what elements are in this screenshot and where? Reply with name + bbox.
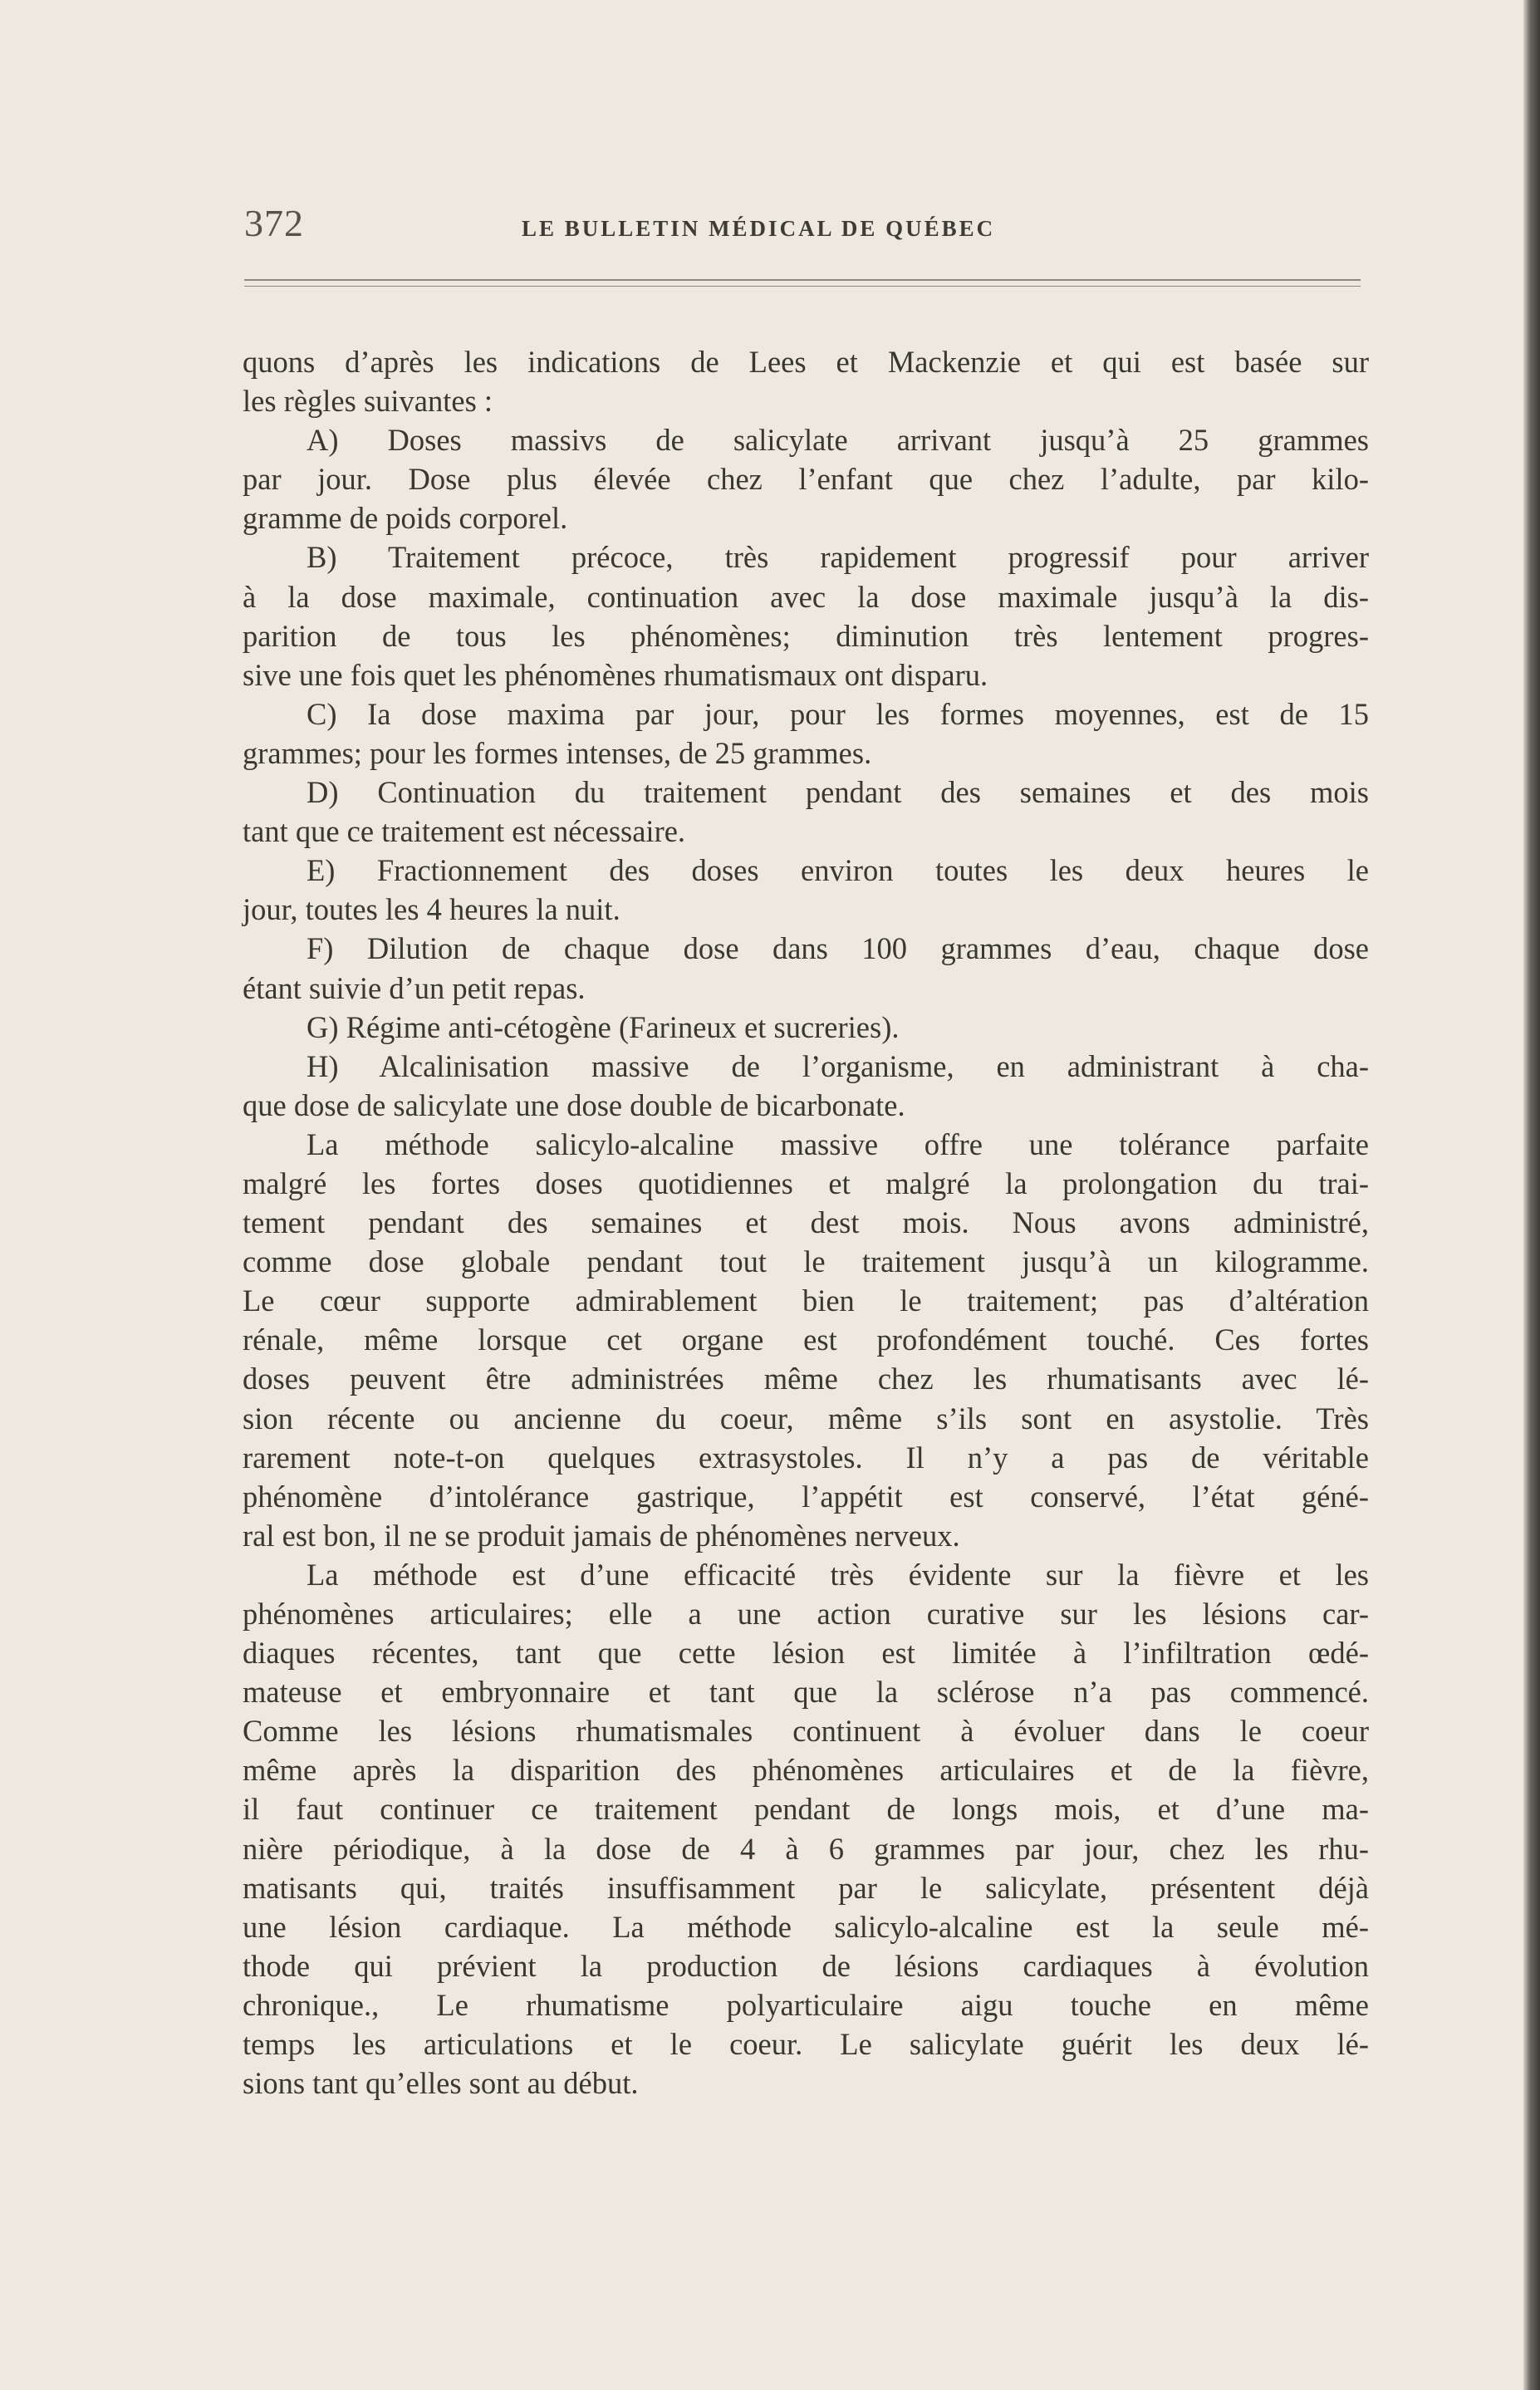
page-header: [244, 201, 1361, 251]
text-line: F) Dilution de chaque dose dans 100 grammes d’eau, chaque dose: [307, 931, 1369, 966]
text-line: E) Fractionnement des doses environ toutes les deux heures le: [307, 853, 1369, 888]
text-line: grammes; pour les formes intenses, de 25 grammes.: [243, 735, 872, 770]
header-rule-bottom: [244, 286, 1361, 287]
text-line: thode qui prévient la production de lésions cardiaques à évolution: [243, 1948, 1369, 1983]
text-line: B) Traitement précoce, très rapidement progressif pour arriver: [307, 540, 1369, 575]
text-line: chronique., Le rhumatisme polyarticulaire aigu touche en même: [243, 1987, 1369, 2022]
text-line: nière périodique, à la dose de 4 à 6 grammes par jour, chez les rhu-: [243, 1831, 1369, 1866]
text-line: gramme de poids corporel.: [243, 501, 568, 536]
text-line: C) Ia dose maxima par jour, pour les formes moyennes, est de 15: [307, 696, 1369, 731]
text-line: rarement note-t-on quelques extrasystoles. Il n’y a pas de véritable: [243, 1440, 1369, 1475]
text-line: que dose de salicylate une dose double de bicarbonate.: [243, 1087, 905, 1122]
text-line: La méthode salicylo-alcaline massive offre une tolérance parfaite: [307, 1126, 1369, 1161]
text-line: jour, toutes les 4 heures la nuit.: [243, 892, 620, 927]
text-line: phénomènes articulaires; elle a une action curative sur les lésions car-: [243, 1597, 1369, 1631]
text-line: diaques récentes, tant que cette lésion est limitée à l’infiltration œdé-: [243, 1636, 1369, 1671]
text-line: tement pendant des semaines et dest mois. Nous avons administré,: [243, 1205, 1369, 1240]
text-line: D) Continuation du traitement pendant des semaines et des mois: [307, 775, 1369, 810]
text-line: il faut continuer ce traitement pendant de longs mois, et d’une ma-: [243, 1792, 1369, 1827]
text-line: A) Doses massivs de salicylate arrivant jusqu’à 25 grammes: [307, 423, 1369, 458]
text-line: Le cœur supporte admirablement bien le traitement; pas d’altération: [243, 1283, 1369, 1318]
text-line: rénale, même lorsque cet organe est profondément touché. Ces fortes: [243, 1323, 1369, 1357]
text-line: sive une fois quet les phénomènes rhumatismaux ont disparu.: [243, 657, 988, 692]
page-number: 372: [244, 202, 304, 244]
text-line: mateuse et embryonnaire et tant que la sclérose n’a pas commencé.: [243, 1675, 1369, 1710]
page-edge-shadow: [1523, 0, 1540, 2390]
text-line: temps les articulations et le coeur. Le salicylate guérit les deux lé-: [243, 2027, 1369, 2062]
text-line: G) Régime anti-cétogène (Farineux et sucreries).: [307, 1009, 900, 1044]
text-line: quons d’après les indications de Lees et Mackenzie et qui est basée sur: [243, 345, 1369, 379]
text-line: ral est bon, il ne se produit jamais de phénomènes nerveux.: [243, 1518, 960, 1553]
text-line: les règles suivantes :: [243, 384, 493, 419]
text-line: comme dose globale pendant tout le traitement jusqu’à un kilogramme.: [243, 1244, 1369, 1279]
text-line: une lésion cardiaque. La méthode salicylo-alcaline est la seule mé-: [243, 1909, 1369, 1944]
text-line: parition de tous les phénomènes; diminution très lentement progres-: [243, 618, 1369, 653]
text-line: H) Alcalinisation massive de l’organisme, en administrant à cha-: [307, 1048, 1369, 1083]
text-line: tant que ce traitement est nécessaire.: [243, 814, 686, 849]
text-line: sions tant qu’elles sont au début.: [243, 2066, 639, 2101]
header-rule-top: [244, 279, 1361, 281]
text-line: La méthode est d’une efficacité très évidente sur la fièvre et les: [307, 1557, 1369, 1592]
text-line: même après la disparition des phénomènes articulaires et de la fièvre,: [243, 1753, 1369, 1788]
text-line: par jour. Dose plus élevée chez l’enfant que chez l’adulte, par kilo-: [243, 462, 1369, 497]
article-body: [243, 342, 1369, 2103]
text-line: doses peuvent être administrées même chez les rhumatisants avec lé-: [243, 1362, 1369, 1396]
text-line: sion récente ou ancienne du coeur, même s’ils sont en asystolie. Très: [243, 1401, 1369, 1435]
text-line: malgré les fortes doses quotidiennes et malgré la prolongation du trai-: [243, 1166, 1369, 1200]
text-line: matisants qui, traités insuffisamment par le salicylate, présentent déjà: [243, 1870, 1369, 1905]
text-line: phénomène d’intolérance gastrique, l’appétit est conservé, l’état géné-: [243, 1479, 1369, 1514]
running-head-journal-title: LE BULLETIN MÉDICAL DE QUÉBEC: [522, 216, 996, 241]
text-line: Comme les lésions rhumatismales continuent à évoluer dans le coeur: [243, 1714, 1369, 1749]
text-line: étant suivie d’un petit repas.: [243, 970, 586, 1005]
text-line: à la dose maximale, continuation avec la dose maximale jusqu’à la dis-: [243, 579, 1369, 614]
